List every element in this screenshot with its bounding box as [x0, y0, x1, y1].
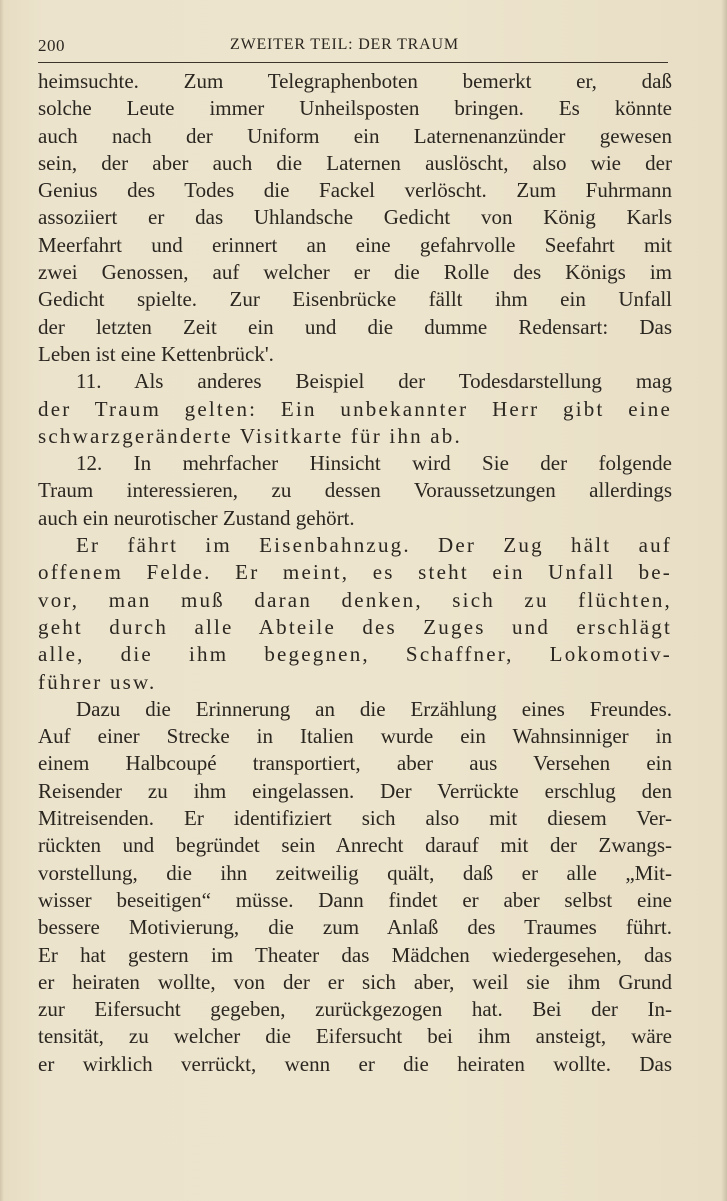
text-line: er wirklich verrückt, wenn er die heiraten wollte. Das — [38, 1051, 672, 1076]
running-head: ZWEITER TEIL: DER TRAUM — [230, 36, 459, 53]
text-line: Genius des Todes die Fackel verlöscht. Zum Fuhrmann — [38, 178, 672, 203]
text-line: vorstellung, die ihn zeitweilig quält, daß er alle „Mit- — [38, 860, 672, 885]
header-rule — [38, 62, 668, 63]
page-header — [38, 36, 668, 58]
text-line: Meerfahrt und erinnert an eine gefahrvolle Seefahrt mit — [38, 232, 672, 257]
text-line: auch ein neurotischer Zustand gehört. — [38, 505, 355, 530]
text-line: bessere Motivierung, die zum Anlaß des Traumes führt. — [38, 915, 672, 940]
text-line: Gedicht spielte. Zur Eisenbrücke fällt ihm ein Unfall — [38, 287, 672, 312]
text-line: 12. In mehrfacher Hinsicht wird Sie der folgende — [76, 451, 672, 476]
text-line: der letzten Zeit ein und die dumme Redensart: Das — [38, 314, 672, 339]
text-line: zwei Genossen, auf welcher er die Rolle des Königs im — [38, 260, 672, 285]
text-line: offenem Felde. Er meint, es steht ein Unfall be- — [38, 560, 672, 585]
text-line: Er hat gestern im Theater das Mädchen wiedergesehen, das — [38, 942, 672, 967]
text-line: wisser beseitigen“ müsse. Dann findet er aber selbst eine — [38, 887, 672, 912]
text-line: zur Eifersucht gegeben, zurückgezogen hat. Bei der In- — [38, 997, 672, 1022]
text-line: Reisender zu ihm eingelassen. Der Verrückte erschlug den — [38, 778, 672, 803]
text-line: assoziiert er das Uhlandsche Gedicht von König Karls — [38, 205, 672, 230]
text-line: Auf einer Strecke in Italien wurde ein Wahnsinniger in — [38, 724, 672, 749]
text-line: führer usw. — [38, 669, 157, 694]
page-number: 200 — [38, 36, 65, 55]
text-line: auch nach der Uniform ein Laternenanzünder gewesen — [38, 123, 672, 148]
text-line: heimsuchte. Zum Telegraphenboten bemerkt er, daß — [38, 69, 672, 93]
text-line: geht durch alle Abteile des Zuges und erschlägt — [38, 614, 672, 639]
text-line: alle, die ihm begegnen, Schaffner, Lokomotiv- — [38, 642, 672, 667]
body-text — [38, 68, 672, 1078]
page-left-edge-shadow — [0, 0, 4, 1201]
text-line: solche Leute immer Unheilsposten bringen. Es könnte — [38, 96, 672, 121]
text-line: Leben ist eine Kettenbrück'. — [38, 341, 274, 366]
text-line: einem Halbcoupé transportiert, aber aus Versehen ein — [38, 751, 672, 776]
text-line: 11. Als anderes Beispiel der Todesdarstellung mag — [76, 369, 672, 394]
text-line: Traum interessieren, zu dessen Voraussetzungen allerdings — [38, 478, 672, 503]
text-line: Mitreisenden. Er identifiziert sich also mit diesem Ver- — [38, 806, 672, 831]
text-line: er heiraten wollte, von der er sich aber, weil sie ihm Grund — [38, 969, 672, 994]
text-line: tensität, zu welcher die Eifersucht bei ihm ansteigt, wäre — [38, 1024, 672, 1049]
text-line: rückten und begründet sein Anrecht darauf mit der Zwangs- — [38, 833, 672, 858]
text-line: Er fährt im Eisenbahnzug. Der Zug hält auf — [76, 533, 672, 558]
text-line: schwarzgeränderte Visitkarte für ihn ab. — [38, 423, 462, 448]
text-line: vor, man muß daran denken, sich zu flüchten, — [38, 587, 672, 612]
text-line: Dazu die Erinnerung an die Erzählung eines Freundes. — [76, 696, 672, 721]
text-line: der Traum gelten: Ein unbekannter Herr gibt eine — [38, 396, 672, 421]
page-right-edge-shadow — [721, 0, 727, 1201]
text-line: sein, der aber auch die Laternen auslöscht, also wie der — [38, 150, 672, 175]
